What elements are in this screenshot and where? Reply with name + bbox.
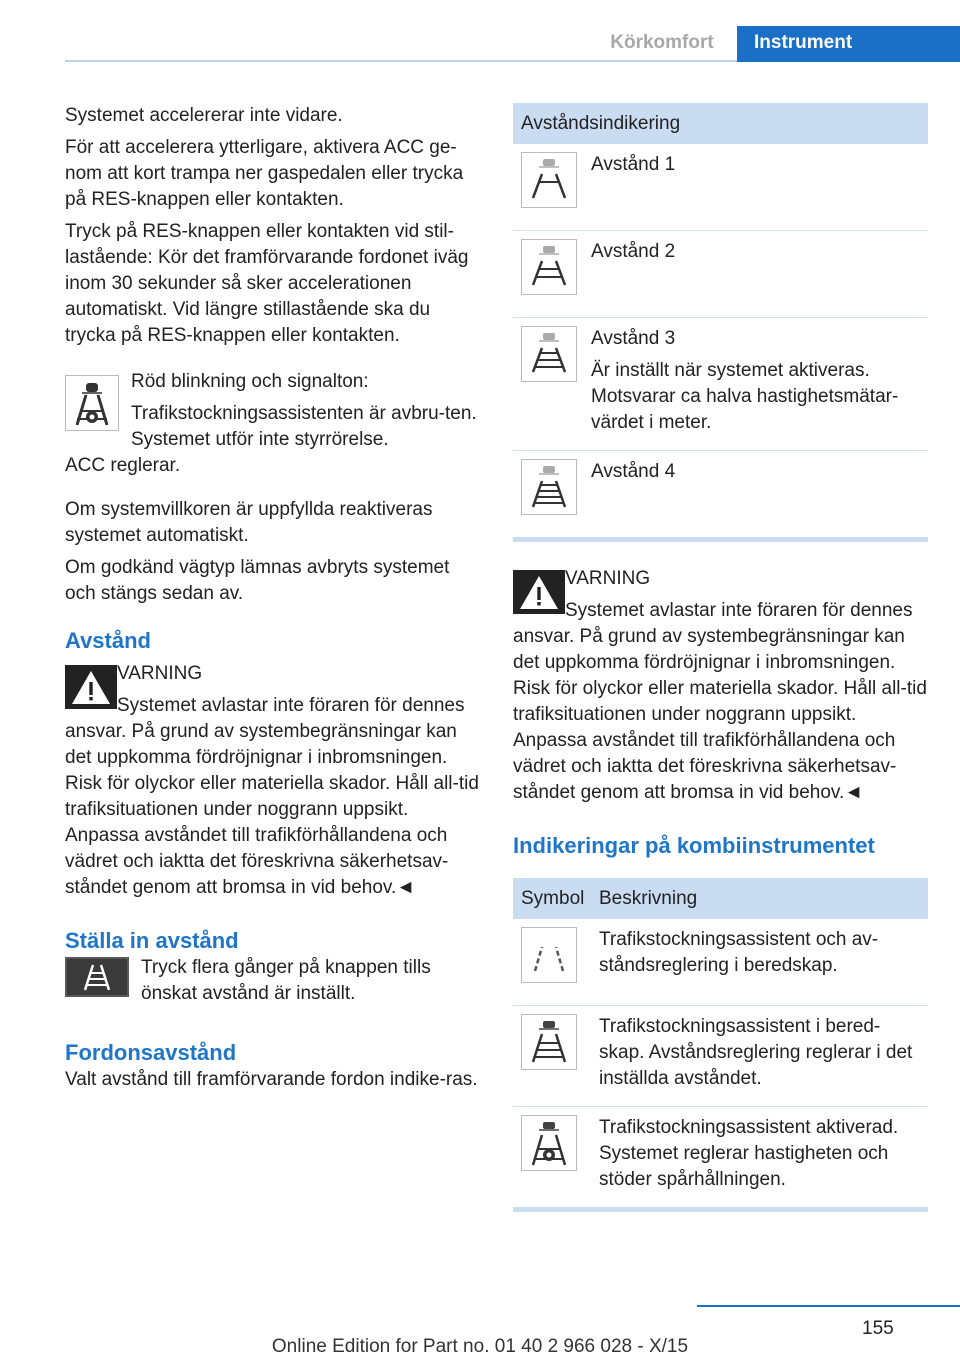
distance-desc: Är inställt när systemet aktiveras. Motsvarar ca halva hastighetsmätar-värdet i meter.	[591, 360, 899, 433]
warning-icon	[513, 570, 565, 614]
paragraph: Systemet accelererar inte vidare.	[65, 105, 343, 126]
distance-label: Avstånd 3	[591, 328, 676, 349]
page-number: 155	[862, 1318, 894, 1339]
paragraph: Om systemvillkoren är uppfyllda reaktiveras systemet automatiskt.	[65, 499, 433, 546]
warning-block	[513, 566, 928, 806]
table-row	[513, 919, 928, 1006]
distance-2-icon	[521, 239, 577, 295]
table-bottom-rule	[513, 1207, 928, 1212]
red-blink-text: Trafikstockningsassistenten är avbru-ten. Systemet utför inte styrrörelse.	[131, 403, 477, 450]
red-blink-title: Röd blinkning och signalton:	[131, 371, 369, 392]
red-blink-block	[65, 369, 480, 479]
tab-instrument[interactable]: Instrument	[737, 26, 960, 62]
table-row	[513, 451, 928, 538]
left-column	[65, 103, 480, 1099]
ready-icon	[521, 1014, 577, 1070]
standby-icon	[521, 927, 577, 983]
symbol-desc: Trafikstockningsassistent aktiverad. Systemet reglerar hastigheten och stöder spårhållningen.	[599, 1117, 899, 1190]
distance-label: Avstånd 2	[583, 231, 928, 318]
col-symbol: Symbol	[513, 878, 595, 919]
heading-stalla: Ställa in avstånd	[65, 928, 239, 953]
table-row	[513, 1107, 928, 1208]
heading-indikeringar: Indikeringar på kombiinstrumentet	[513, 833, 875, 858]
table-row	[513, 1006, 928, 1107]
distance-3-icon	[521, 326, 577, 382]
symbol-table	[513, 878, 928, 1207]
col-beskrivning: Beskrivning	[595, 878, 928, 919]
symbol-desc: Trafikstockningsassistent i bered-skap. Avståndsreglering reglerar i det inställda avståndet.	[595, 1006, 928, 1107]
footer-rule	[697, 1305, 960, 1307]
table-row	[513, 144, 928, 231]
distance-button-icon	[65, 957, 129, 997]
traffic-jam-assistant-red-icon	[65, 375, 119, 431]
heading-avstand: Avstånd	[65, 628, 151, 653]
distance-1-icon	[521, 152, 577, 208]
warning-text: Systemet avlastar inte föraren för dennes ansvar. På grund av systembegränsningar kan det uppkomma fördröjnignar i inbromsningen. Risk för olyckor eller materiella skador. Håll all-tid trafiksituationen under noggrann uppsikt. Anpassa avståndet till trafikförhållandena och vädret och iaktta det föreskrivna säkerhetsav-ståndet genom att bromsa in vid behov.◄	[513, 600, 927, 803]
distance-4-icon	[521, 459, 577, 515]
tab-korkomfort[interactable]: Körkomfort	[610, 32, 714, 53]
paragraph: ACC reglerar.	[65, 455, 181, 476]
paragraph: Tryck på RES-knappen eller kontakten vid stil-lastående: Kör det framförvarande fordonet iväg inom 30 sekunder så sker accelerationen automatiskt. Vid längre stillastående ska du trycka på RES-knappen eller kontakten.	[65, 221, 469, 346]
table-row	[513, 318, 928, 451]
paragraph: Valt avstånd till framförvarande fordon indike-ras.	[65, 1069, 478, 1090]
distance-label: Avstånd 1	[583, 144, 928, 231]
footer-text: Online Edition for Part no. 01 40 2 966 028 - X/15	[271, 1336, 689, 1357]
distance-table-header: Avståndsindikering	[513, 103, 928, 144]
warning-icon	[65, 665, 117, 709]
paragraph: För att accelerera ytterligare, aktivera ACC ge-nom att kort trampa ner gaspedalen eller trycka på RES-knappen eller kontakten.	[65, 137, 464, 210]
set-distance-text: Tryck flera gånger på knappen tills önskat avstånd är inställt.	[141, 957, 431, 1004]
set-distance-block	[65, 955, 480, 1007]
symbol-desc: Trafikstockningsassistent och av-ståndsreglering i beredskap.	[595, 919, 928, 1006]
right-column	[513, 103, 928, 1212]
table-bottom-rule	[513, 537, 928, 542]
warning-block	[65, 661, 480, 901]
warning-title: VARNING	[117, 663, 203, 684]
distance-table	[513, 103, 928, 537]
heading-fordonsavstand: Fordonsavstånd	[65, 1040, 237, 1065]
distance-label: Avstånd 4	[591, 461, 676, 482]
warning-text: Systemet avlastar inte föraren för dennes ansvar. På grund av systembegränsningar kan det uppkomma fördröjnignar i inbromsningen. Risk för olyckor eller materiella skador. Håll all-tid trafiksituationen under noggrann uppsikt. Anpassa avståndet till trafikförhållandena och vädret och iaktta det föreskrivna säkerhetsav-ståndet genom att bromsa in vid behov.◄	[65, 695, 479, 898]
paragraph: Om godkänd vägtyp lämnas avbryts systemet och stängs sedan av.	[65, 557, 450, 604]
active-steering-icon	[521, 1115, 577, 1171]
table-row	[513, 231, 928, 318]
warning-title: VARNING	[565, 568, 651, 589]
